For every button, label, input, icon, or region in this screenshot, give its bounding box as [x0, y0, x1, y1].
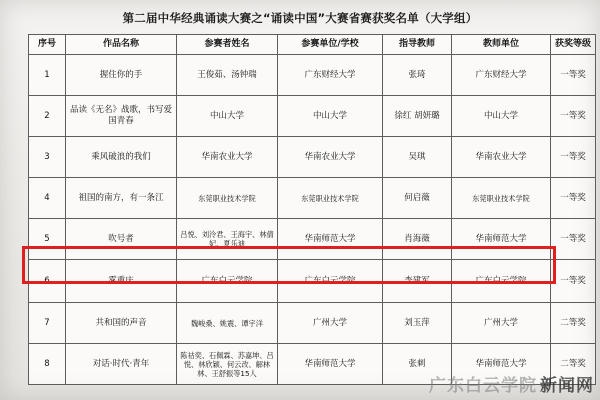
column-header-award: 获奖等级	[551, 35, 596, 55]
award-table	[28, 34, 596, 385]
cell-work: 对话·时代·青年	[66, 344, 177, 385]
cell-work: 乘风破浪的我们	[66, 137, 177, 178]
cell-unit: 华南师范大学	[278, 219, 383, 260]
cell-person: 魏峻桑、姚震、谭宇洋	[177, 303, 278, 344]
table-header-row	[29, 35, 596, 55]
cell-person: 陈祜奕、石佩霖、苏嘉坤、吕悦、林欣颖、何云改、解林林、王舒振等15人	[177, 344, 278, 385]
cell-teacher-unit: 广东财经大学	[452, 55, 551, 96]
cell-award: 二等奖	[551, 303, 596, 344]
column-header-teacher: 指导教师	[383, 35, 452, 55]
table-row	[29, 219, 596, 260]
cell-teacher-unit: 广州大学	[452, 303, 551, 344]
watermark-text-secondary: 新闻网	[540, 376, 594, 396]
cell-teacher-unit: 东莞职业技术学院	[452, 178, 551, 219]
cell-no: 6	[29, 260, 66, 303]
cell-teacher: 何启薇	[383, 178, 452, 219]
cell-teacher-unit: 广东白云学院	[452, 260, 551, 303]
award-table-container	[28, 34, 591, 385]
cell-no: 8	[29, 344, 66, 385]
cell-teacher: 肖海薇	[383, 219, 452, 260]
cell-no: 7	[29, 303, 66, 344]
cell-teacher-unit: 华南农业大学	[452, 137, 551, 178]
cell-teacher: 李建军	[383, 260, 452, 303]
page-title: 第二届中华经典诵读大赛之“诵读中国”大赛省赛获奖名单（大学组）	[122, 11, 478, 25]
cell-work: 握住你的手	[66, 55, 177, 96]
cell-person: 中山大学	[177, 96, 278, 137]
cell-teacher: 吴琪	[383, 137, 452, 178]
cell-award: 一等奖	[551, 260, 596, 303]
cell-person: 王俊茹、汤钟瑞	[177, 55, 278, 96]
cell-work: 祖国的南方，有一条江	[66, 178, 177, 219]
cell-unit: 广东财经大学	[278, 55, 383, 96]
table-row-highlighted	[29, 260, 596, 303]
cell-award: 一等奖	[551, 96, 596, 137]
table-row	[29, 303, 596, 344]
cell-unit: 东莞职业技术学院	[278, 178, 383, 219]
column-header-teacher-unit: 教师单位	[452, 35, 551, 55]
cell-award: 一等奖	[551, 178, 596, 219]
cell-unit: 中山大学	[278, 96, 383, 137]
table-row	[29, 96, 596, 137]
table-row	[29, 55, 596, 96]
cell-unit: 广东白云学院	[278, 260, 383, 303]
cell-unit: 华南师范大学	[278, 344, 383, 385]
cell-award: 一等奖	[551, 219, 596, 260]
cell-no: 3	[29, 137, 66, 178]
cell-person: 华南农业大学	[177, 137, 278, 178]
cell-person: 吕悦、刘泠君、王海宇、林倩妃、夏乐迪	[177, 219, 278, 260]
cell-teacher: 张琦	[383, 55, 452, 96]
cell-no: 5	[29, 219, 66, 260]
column-header-work: 作品名称	[66, 35, 177, 55]
cell-unit: 广州大学	[278, 303, 383, 344]
cell-work: 共和国的声音	[66, 303, 177, 344]
table-row	[29, 178, 596, 219]
cell-award: 一等奖	[551, 55, 596, 96]
cell-no: 2	[29, 96, 66, 137]
column-header-no: 序号	[29, 35, 66, 55]
cell-unit: 华南农业大学	[278, 137, 383, 178]
column-header-person: 参赛者姓名	[177, 35, 278, 55]
watermark	[429, 371, 594, 396]
cell-person: 广东白云学院	[177, 260, 278, 303]
cell-work: 吹号者	[66, 219, 177, 260]
cell-no: 1	[29, 55, 66, 96]
cell-no: 4	[29, 178, 66, 219]
cell-work: 雾重庆	[66, 260, 177, 303]
cell-teacher-unit: 中山大学	[452, 96, 551, 137]
watermark-text-primary: 广东白云学院	[429, 376, 537, 396]
cell-teacher: 张刺	[383, 344, 452, 385]
cell-award: 二等奖	[551, 344, 596, 385]
cell-award: 一等奖	[551, 137, 596, 178]
cell-work: 品读《无名》战歌，书写爱国青春	[66, 96, 177, 137]
cell-teacher: 徐红 胡妍璐	[383, 96, 452, 137]
column-header-unit: 参赛单位/学校	[278, 35, 383, 55]
cell-teacher-unit: 华南师范大学	[452, 219, 551, 260]
cell-teacher: 刘玉萍	[383, 303, 452, 344]
cell-person: 东莞职业技术学院	[177, 178, 278, 219]
cell-teacher-unit: 华南师范大学	[452, 344, 551, 385]
table-row	[29, 137, 596, 178]
